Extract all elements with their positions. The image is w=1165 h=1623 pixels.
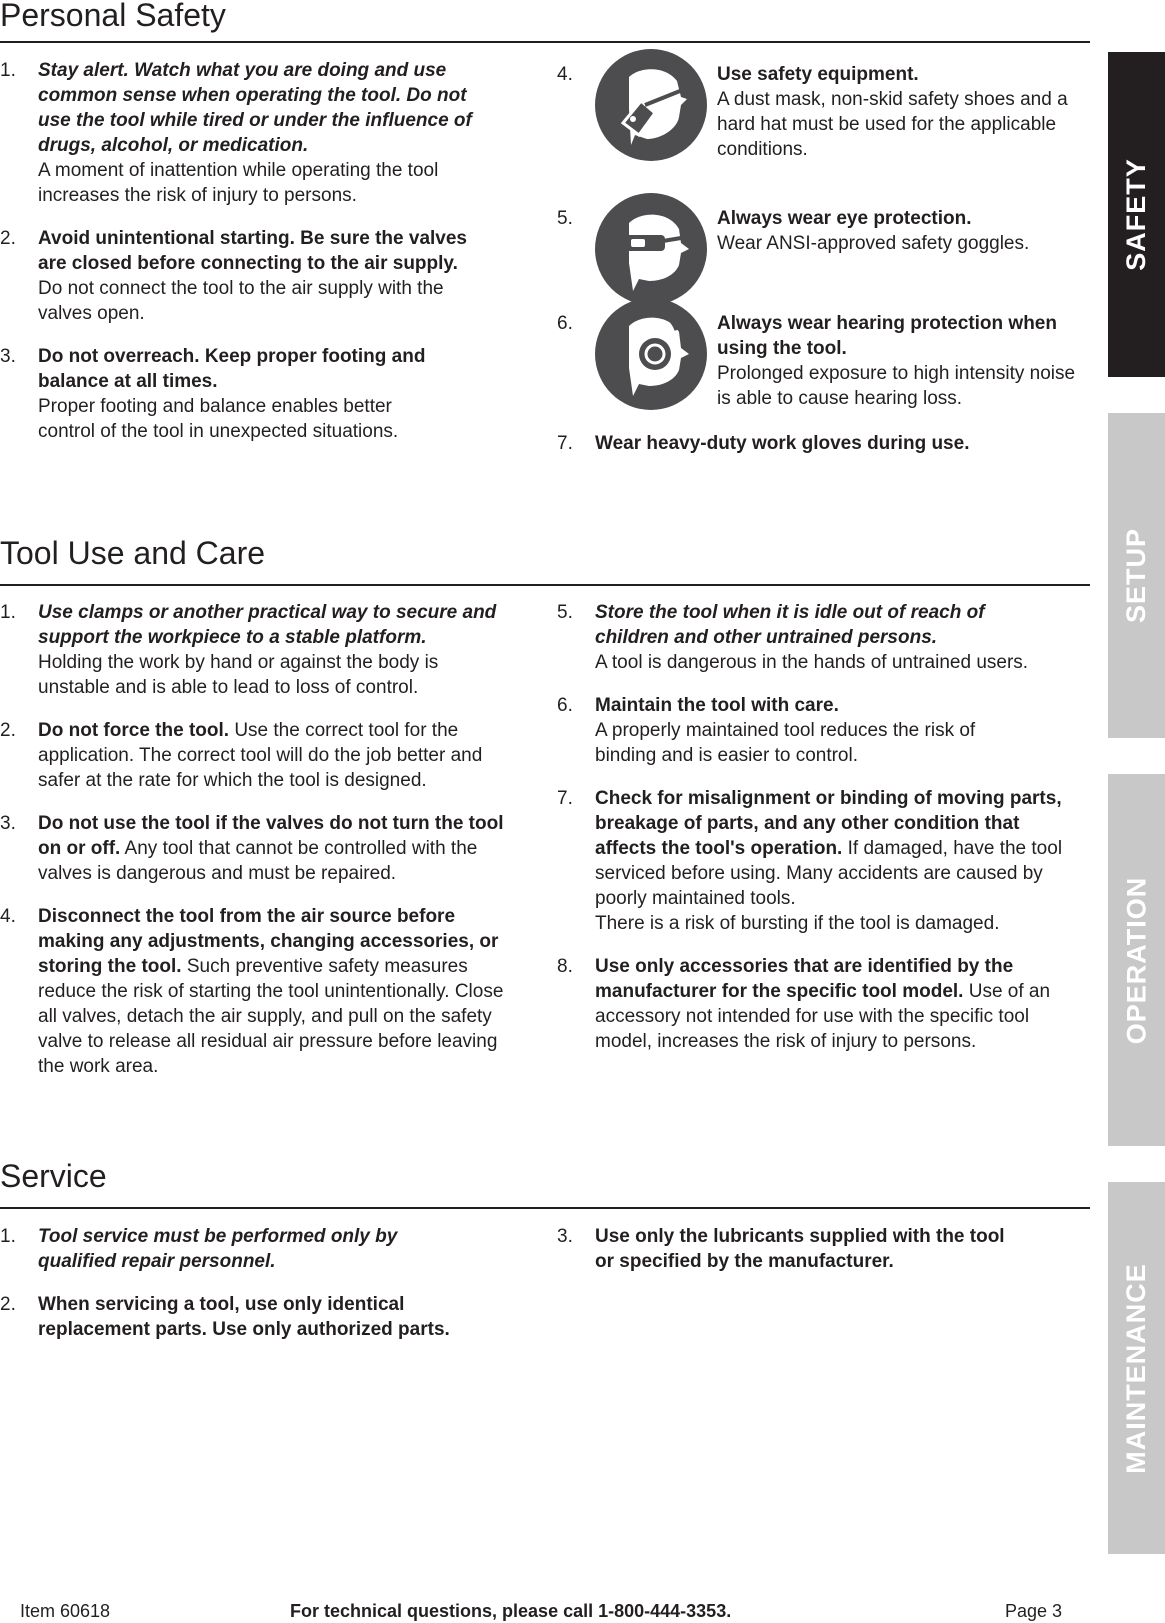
item-number: 7. — [557, 433, 573, 454]
item-text: There is a risk of bursting if the tool is damaged. — [595, 913, 1000, 934]
item-number: 2. — [0, 1294, 16, 1315]
item-heading: Stay alert. Watch what you are doing and use common sense when operating the tool. Do not use the tool while tired or under the influence of drugs, alcohol, or medication. — [38, 60, 472, 156]
item-text: Wear ANSI-approved safety goggles. — [717, 233, 1030, 254]
item-number: 7. — [557, 788, 573, 809]
item-number: 1. — [0, 602, 16, 623]
item-heading: Always wear hearing protection when using the tool. — [717, 313, 1057, 359]
dust-mask-icon — [595, 49, 707, 161]
tab-safety-label: SAFETY — [1121, 158, 1152, 271]
item-heading: Wear heavy-duty work gloves during use. — [595, 433, 970, 454]
tool-use-left-column — [0, 600, 520, 1097]
item-text: Such preventive safety measures reduce the risk of starting the tool unintentionally. Close all valves, detach the air supply, and pull on the safety valve to release all residual air pressure before leaving the work area. — [38, 956, 504, 1077]
list-item — [557, 786, 1090, 936]
item-number: 5. — [557, 602, 573, 623]
footer-page-number: Page 3 — [1005, 1601, 1063, 1621]
list-item — [0, 904, 520, 1079]
item-text: Holding the work by hand or against the body is unstable and is able to lead to loss of control. — [38, 652, 439, 698]
item-heading: Tool service must be performed only by qualified repair personnel. — [38, 1226, 398, 1272]
section-rule — [0, 1207, 1090, 1209]
item-number: 4. — [0, 906, 16, 927]
item-text: A tool is dangerous in the hands of untrained users. — [595, 652, 1029, 673]
list-item — [0, 1292, 520, 1342]
tab-operation-label: OPERATION — [1121, 876, 1152, 1044]
item-number: 5. — [557, 208, 573, 229]
item-text: Prolonged exposure to high intensity noise is able to cause hearing loss. — [717, 363, 1076, 409]
section-rule — [0, 41, 1090, 43]
tool-use-right-column — [557, 600, 1090, 1072]
list-item — [0, 58, 520, 208]
tab-setup[interactable] — [1108, 413, 1165, 738]
item-number: 3. — [0, 813, 16, 834]
item-heading: Always wear eye protection. — [717, 208, 972, 229]
section-title-tool-use: Tool Use and Care — [0, 535, 266, 571]
item-heading: Use safety equipment. — [717, 64, 919, 85]
item-heading: Use clamps or another practical way to secure and support the workpiece to a stable platform. — [38, 602, 497, 648]
section-rule — [0, 584, 1090, 586]
item-heading: When servicing a tool, use only identical replacement parts. Use only authorized parts. — [38, 1294, 450, 1340]
item-text: If damaged, have the tool serviced before using. Many accidents are caused by poorly maintained tools. — [595, 838, 1063, 909]
list-item — [0, 344, 520, 444]
item-number: 1. — [0, 1226, 16, 1247]
service-left-column — [0, 1224, 520, 1360]
list-item — [557, 1224, 1090, 1274]
list-item — [0, 718, 520, 793]
tab-setup-label: SETUP — [1121, 527, 1151, 624]
tab-safety[interactable] — [1108, 52, 1165, 377]
tab-maintenance[interactable] — [1108, 1182, 1165, 1554]
item-text: Use the correct tool for the application. The correct tool will do the job better and safer at the rate for which the tool is designed. — [38, 720, 483, 791]
list-item — [0, 600, 520, 700]
item-number: 8. — [557, 956, 573, 977]
personal-safety-left-column — [0, 58, 520, 462]
item-text: Do not connect the tool to the air supply with the valves open. — [38, 278, 444, 324]
list-item — [0, 226, 520, 326]
section-title-service: Service — [0, 1158, 107, 1194]
item-number: 2. — [0, 720, 16, 741]
item-heading: Do not use the tool if the valves do not turn the tool on or off. — [38, 813, 504, 859]
item-text: A properly maintained tool reduces the risk of binding and is easier to control. — [595, 720, 976, 766]
safety-goggles-icon — [595, 193, 707, 305]
item-number: 6. — [557, 313, 573, 334]
ear-protection-icon — [595, 298, 707, 410]
list-item — [557, 693, 1090, 768]
item-number: 4. — [557, 64, 573, 85]
service-right-column — [557, 1224, 1090, 1292]
tab-operation[interactable] — [1108, 774, 1165, 1146]
item-heading: Store the tool when it is idle out of reach of children and other untrained persons. — [595, 602, 985, 648]
item-heading: Avoid unintentional starting. Be sure the valves are closed before connecting to the air supply. — [38, 228, 467, 274]
item-heading: Use only accessories that are identified by the manufacturer for the specific tool model. — [595, 956, 1014, 1002]
item-heading: Maintain the tool with care. — [595, 695, 839, 716]
item-text: A moment of inattention while operating the tool increases the risk of injury to persons. — [38, 160, 439, 206]
item-number: 6. — [557, 695, 573, 716]
item-number: 3. — [557, 1226, 573, 1247]
footer-contact: For technical questions, please call 1-800-444-3353. — [290, 1601, 732, 1621]
item-number: 1. — [0, 60, 16, 81]
tab-maintenance-label: MAINTENANCE — [1121, 1262, 1151, 1474]
item-heading: Use only the lubricants supplied with the tool or specified by the manufacturer. — [595, 1226, 1005, 1272]
list-item — [557, 954, 1090, 1054]
footer-item-number: Item 60618 — [20, 1601, 111, 1621]
list-item — [0, 811, 520, 886]
item-heading: Disconnect the tool from the air source before making any adjustments, changing accessories, or storing the tool. — [38, 906, 499, 977]
item-text: Proper footing and balance enables better control of the tool in unexpected situations. — [38, 396, 399, 442]
item-heading: Check for misalignment or binding of moving parts, breakage of parts, and any other condition that affects the tool's operation. — [595, 788, 1062, 859]
item-text: A dust mask, non-skid safety shoes and a hard hat must be used for the applicable conditions. — [717, 89, 1068, 160]
item-number: 3. — [0, 346, 16, 367]
list-item — [0, 1224, 520, 1274]
section-title-personal-safety: Personal Safety — [0, 0, 226, 33]
item-heading: Do not force the tool. — [38, 720, 230, 741]
item-text: Use of an accessory not intended for use with the specific tool model, increases the risk of injury to persons. — [595, 981, 1051, 1052]
item-number: 2. — [0, 228, 16, 249]
item-text: Any tool that cannot be controlled with the valves is dangerous and must be repaired. — [38, 838, 478, 884]
item-heading: Do not overreach. Keep proper footing and balance at all times. — [38, 346, 426, 392]
list-item — [557, 600, 1090, 675]
